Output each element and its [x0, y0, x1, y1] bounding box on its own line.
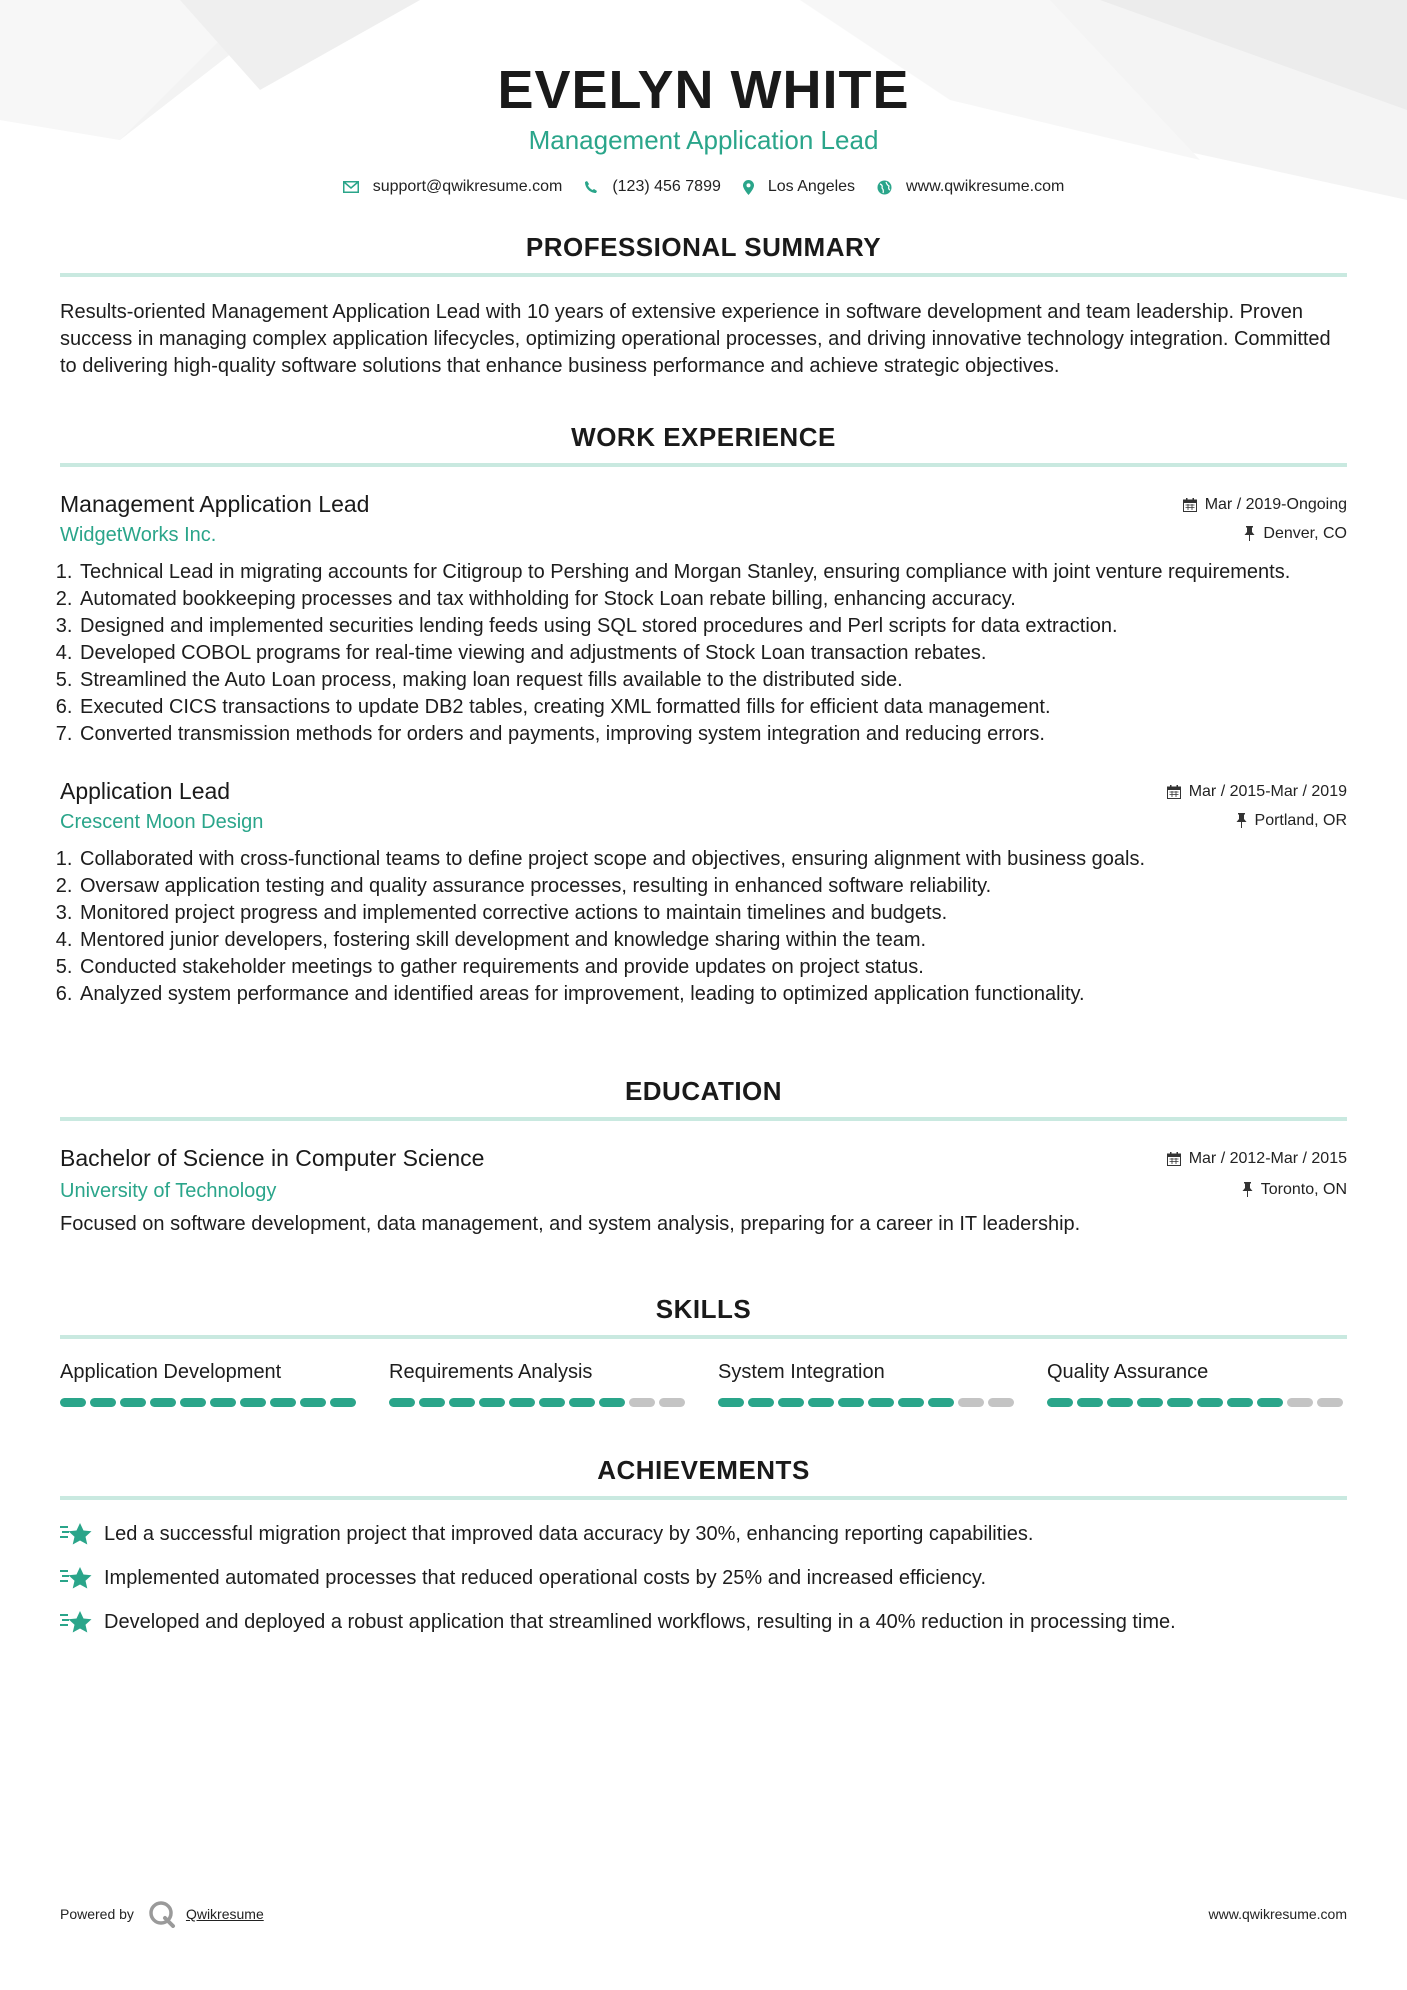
skill-item	[389, 1361, 689, 1407]
phone-icon	[584, 180, 598, 194]
skill-level-bar	[389, 1398, 689, 1407]
skill-segment-filled	[569, 1398, 595, 1407]
skill-segment-filled	[718, 1398, 744, 1407]
job-dates-text: Mar / 2019-Ongoing	[1204, 496, 1347, 513]
map-pin-icon	[743, 180, 754, 195]
candidate-name: EVELYN WHITE	[497, 60, 910, 120]
list-item: 4. Mentored junior developers, fostering skill development and knowledge sharing within the team.	[78, 927, 1347, 954]
skill-segment-filled	[778, 1398, 804, 1407]
skill-segment-filled	[1137, 1398, 1163, 1407]
section-divider	[60, 1117, 1347, 1121]
section-divider	[60, 273, 1347, 277]
skill-item	[718, 1361, 1018, 1407]
achievement-item	[60, 1600, 1347, 1644]
education-location	[1242, 1181, 1347, 1199]
skill-segment-filled	[868, 1398, 894, 1407]
skill-level-bar	[1047, 1398, 1347, 1407]
skill-segment-empty	[958, 1398, 984, 1407]
skill-segment-filled	[479, 1398, 505, 1407]
education-dates-text: Mar / 2012-Mar / 2015	[1188, 1150, 1347, 1167]
achievements-section	[60, 1455, 1347, 1644]
skill-segment-filled	[180, 1398, 206, 1407]
education-dates	[1167, 1150, 1347, 1168]
globe-icon	[877, 180, 892, 195]
contact-bar	[0, 178, 1407, 196]
skill-segment-empty	[1287, 1398, 1313, 1407]
experience-section	[60, 422, 1347, 1008]
job-location-text: Portland, OR	[1254, 811, 1347, 829]
contact-email-text: support@qwikresume.com	[372, 178, 563, 195]
skill-segment-filled	[1227, 1398, 1253, 1407]
job-title: Application Lead	[60, 778, 231, 804]
job-dates-text: Mar / 2015-Mar / 2019	[1188, 783, 1347, 800]
job-dates	[1167, 783, 1347, 801]
section-divider	[60, 1335, 1347, 1339]
skill-segment-filled	[240, 1398, 266, 1407]
skill-segment-filled	[270, 1398, 296, 1407]
brand-link[interactable]: Qwikresume	[185, 1906, 264, 1922]
skill-item	[1047, 1361, 1347, 1407]
skill-segment-filled	[330, 1398, 356, 1407]
list-item: 3. Monitored project progress and implemented corrective actions to maintain timelines and budgets.	[78, 900, 1347, 927]
contact-phone[interactable]	[584, 178, 721, 196]
skill-segment-empty	[659, 1398, 685, 1407]
skill-segment-filled	[1257, 1398, 1283, 1407]
skill-segment-filled	[449, 1398, 475, 1407]
achievements-heading: ACHIEVEMENTS	[597, 1455, 810, 1485]
page-footer	[60, 1900, 1347, 1928]
calendar-icon	[1167, 785, 1181, 799]
list-item: 6. Executed CICS transactions to update DB2 tables, creating XML formatted fills for efficient data management.	[78, 694, 1347, 721]
list-item: 1. Technical Lead in migrating accounts for Citigroup to Pershing and Morgan Stanley, ensuring compliance with joint venture requirements.	[78, 559, 1347, 586]
skill-item	[60, 1361, 360, 1407]
qwikresume-logo	[148, 1900, 176, 1928]
skill-name: Application Development	[60, 1361, 282, 1383]
summary-heading: PROFESSIONAL SUMMARY	[525, 232, 882, 262]
powered-by	[60, 1900, 264, 1928]
job-bullets	[60, 559, 1347, 748]
job-title: Management Application Lead	[60, 491, 370, 517]
skill-name: Quality Assurance	[1047, 1361, 1209, 1383]
job-location	[1236, 812, 1347, 830]
skills-section	[60, 1294, 1347, 1407]
list-item: 1. Collaborated with cross-functional teams to define project scope and objectives, ensuring alignment with business goals.	[78, 846, 1347, 873]
contact-website[interactable]	[877, 178, 1064, 196]
job-dates	[1183, 496, 1347, 514]
calendar-icon	[1167, 1152, 1181, 1166]
achievement-item	[60, 1556, 1347, 1600]
degree-title: Bachelor of Science in Computer Science	[60, 1145, 485, 1171]
skill-segment-filled	[1047, 1398, 1073, 1407]
envelope-icon	[343, 181, 359, 193]
section-divider	[60, 1496, 1347, 1500]
skill-segment-filled	[419, 1398, 445, 1407]
school-name: University of Technology	[60, 1180, 277, 1202]
education-location-text: Toronto, ON	[1260, 1180, 1347, 1198]
skill-segment-filled	[210, 1398, 236, 1407]
job-bullets	[60, 846, 1347, 1008]
skill-segment-filled	[60, 1398, 86, 1407]
skills-list	[60, 1361, 1347, 1407]
skill-segment-filled	[539, 1398, 565, 1407]
achievements-list	[60, 1512, 1347, 1644]
list-item: 2. Automated bookkeeping processes and tax withholding for Stock Loan rebate billing, enhancing accuracy.	[78, 586, 1347, 613]
contact-phone-text: (123) 456 7899	[612, 178, 721, 195]
skill-segment-filled	[389, 1398, 415, 1407]
company-name: Crescent Moon Design	[60, 811, 264, 833]
list-item: 4. Developed COBOL programs for real-time viewing and adjustments of Stock Loan transaction rebates.	[78, 640, 1347, 667]
skill-segment-filled	[928, 1398, 954, 1407]
achievement-text: Implemented automated processes that reduced operational costs by 25% and increased efficiency.	[104, 1566, 987, 1589]
skill-segment-filled	[808, 1398, 834, 1407]
job-location	[1244, 525, 1347, 543]
skill-segment-filled	[120, 1398, 146, 1407]
contact-website-text: www.qwikresume.com	[906, 178, 1065, 195]
skills-heading: SKILLS	[655, 1294, 752, 1324]
summary-section	[60, 232, 1347, 380]
skill-segment-filled	[1077, 1398, 1103, 1407]
list-item: 5. Streamlined the Auto Loan process, making loan request fills available to the distributed side.	[78, 667, 1347, 694]
education-description: Focused on software development, data management, and system analysis, preparing for a career in IT leadership.	[60, 1213, 1081, 1235]
skill-segment-filled	[898, 1398, 924, 1407]
skill-segment-filled	[748, 1398, 774, 1407]
experience-heading: WORK EXPERIENCE	[571, 422, 836, 452]
star-icon	[60, 1521, 94, 1547]
skill-segment-filled	[90, 1398, 116, 1407]
achievement-text: Led a successful migration project that improved data accuracy by 30%, enhancing reporting capabilities.	[104, 1522, 1034, 1545]
skill-segment-filled	[1197, 1398, 1223, 1407]
achievement-text: Developed and deployed a robust application that streamlined workflows, resulting in a 40% reduction in processing time.	[104, 1610, 1176, 1633]
powered-by-label: Powered by	[60, 1906, 134, 1922]
skill-segment-empty	[988, 1398, 1014, 1407]
skill-name: System Integration	[718, 1361, 885, 1383]
pushpin-icon	[1244, 526, 1255, 541]
job-entry	[60, 491, 1347, 748]
list-item: 5. Conducted stakeholder meetings to gather requirements and provide updates on project status.	[78, 954, 1347, 981]
skill-level-bar	[718, 1398, 1018, 1407]
section-divider	[60, 463, 1347, 467]
skill-name: Requirements Analysis	[389, 1361, 593, 1383]
candidate-title: Management Application Lead	[528, 125, 879, 155]
achievement-item	[60, 1512, 1347, 1556]
skill-level-bar	[60, 1398, 360, 1407]
skill-segment-filled	[509, 1398, 535, 1407]
contact-email[interactable]	[343, 178, 563, 196]
summary-text: Results-oriented Management Application Lead with 10 years of extensive experience in software development and team leadership. Proven success in managing complex application lifecycles, optimizing operational processes, and driving innovative technology integration. Committed to delivering high-quality software solutions that enhance business performance and achieve strategic objectives.	[60, 301, 1331, 377]
education-entry	[60, 1145, 1347, 1238]
resume-header	[0, 0, 1407, 196]
footer-website-link[interactable]: www.qwikresume.com	[1208, 1906, 1347, 1922]
skill-segment-empty	[1317, 1398, 1343, 1407]
list-item: 2. Oversaw application testing and quality assurance processes, resulting in enhanced software reliability.	[78, 873, 1347, 900]
skill-segment-empty	[629, 1398, 655, 1407]
list-item: 7. Converted transmission methods for orders and payments, improving system integration and reducing errors.	[78, 721, 1347, 748]
skill-segment-filled	[300, 1398, 326, 1407]
pushpin-icon	[1242, 1182, 1253, 1197]
education-heading: EDUCATION	[624, 1076, 783, 1106]
calendar-icon	[1183, 498, 1197, 512]
skill-segment-filled	[838, 1398, 864, 1407]
star-icon	[60, 1609, 94, 1635]
contact-location	[743, 178, 855, 196]
skill-segment-filled	[1107, 1398, 1133, 1407]
list-item: 3. Designed and implemented securities lending feeds using SQL stored procedures and Perl scripts for data extraction.	[78, 613, 1347, 640]
pushpin-icon	[1236, 813, 1247, 828]
education-section	[60, 1076, 1347, 1238]
star-icon	[60, 1565, 94, 1591]
company-name: WidgetWorks Inc.	[60, 524, 217, 546]
contact-location-text: Los Angeles	[767, 178, 856, 195]
job-location-text: Denver, CO	[1263, 524, 1347, 542]
skill-segment-filled	[150, 1398, 176, 1407]
skill-segment-filled	[1167, 1398, 1193, 1407]
list-item: 6. Analyzed system performance and identified areas for improvement, leading to optimized application functionality.	[78, 981, 1347, 1008]
job-entry	[60, 778, 1347, 1008]
skill-segment-filled	[599, 1398, 625, 1407]
